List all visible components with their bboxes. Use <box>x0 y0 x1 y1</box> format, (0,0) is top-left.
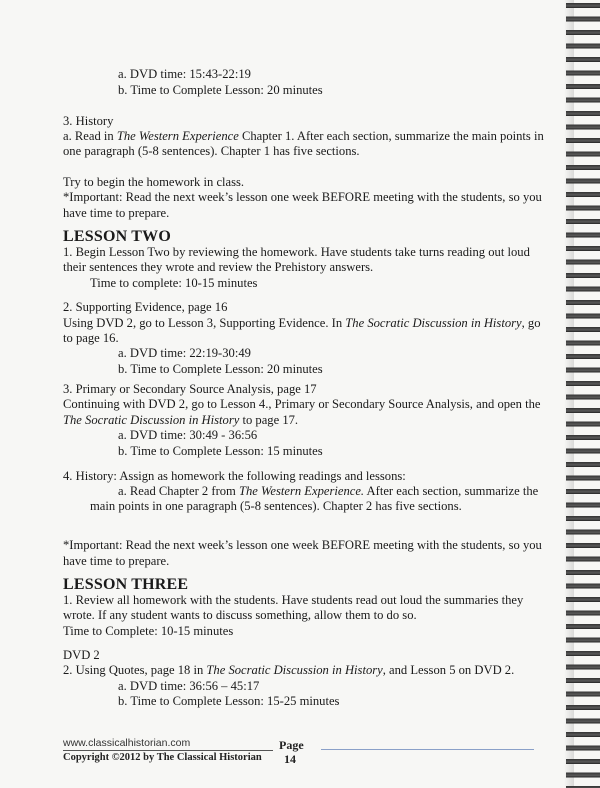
text-line: DVD 2 <box>63 648 100 662</box>
text-line: a. DVD time: 36:56 – 45:17 <box>118 679 260 693</box>
text-line: have time to prepare. <box>63 554 170 568</box>
text-line: a. DVD time: 22:19-30:49 <box>118 346 251 360</box>
heading-lesson-two: LESSON TWO <box>63 228 171 245</box>
text-line: one paragraph (5-8 sentences). Chapter 1 has five sections. <box>63 144 360 158</box>
footer-divider <box>63 750 273 751</box>
text-line: their sentences they wrote and review the Prehistory answers. <box>63 260 374 274</box>
text-line: 3. History <box>63 114 114 128</box>
footer-url: www.classicalhistorian.com <box>63 737 191 749</box>
text-line: b. Time to Complete Lesson: 20 minutes <box>118 83 323 97</box>
text-line: Time to Complete: 10-15 minutes <box>63 624 234 638</box>
footer-rule <box>321 749 534 750</box>
heading-lesson-three: LESSON THREE <box>63 576 189 593</box>
text-line: *Important: Read the next week’s lesson one week BEFORE meeting with the students, so you <box>63 538 542 552</box>
footer-page-label: Page <box>279 738 304 752</box>
text-line: b. Time to Complete Lesson: 20 minutes <box>118 362 323 376</box>
text-line: a. DVD time: 30:49 - 36:56 <box>118 428 258 442</box>
text-line: *Important: Read the next week’s lesson one week BEFORE meeting with the students, so you <box>63 190 542 204</box>
footer-page-number: 14 <box>284 752 296 766</box>
text-line: to page 16. <box>63 331 119 345</box>
text-line: 2. Using Quotes, page 18 in The Socratic Discussion in History, and Lesson 5 on DVD 2. <box>63 663 515 677</box>
text-line: main points in one paragraph (5-8 sentences). Chapter 2 has five sections. <box>90 499 462 513</box>
text-line: 4. History: Assign as homework the following readings and lessons: <box>63 469 406 483</box>
text-line: Time to complete: 10-15 minutes <box>90 276 258 290</box>
spiral-binding <box>566 0 600 788</box>
text-line: a. DVD time: 15:43-22:19 <box>118 67 251 81</box>
text-line: wrote. If any student wants to discuss something, allow them to do so. <box>63 608 417 622</box>
text-line: The Socratic Discussion in History to page 17. <box>63 413 299 427</box>
text-line: a. Read Chapter 2 from The Western Experience. After each section, summarize the <box>118 484 539 498</box>
footer-copyright: Copyright ©2012 by The Classical Historian <box>63 752 262 763</box>
text-line: Continuing with DVD 2, go to Lesson 4., Primary or Secondary Source Analysis, and open the <box>63 397 541 411</box>
text-line: Using DVD 2, go to Lesson 3, Supporting Evidence. In The Socratic Discussion in History, go <box>63 316 541 330</box>
text-line: 1. Begin Lesson Two by reviewing the homework. Have students take turns reading out loud <box>63 245 530 259</box>
text-line: 1. Review all homework with the students. Have students read out loud the summaries they <box>63 593 524 607</box>
text-line: Try to begin the homework in class. <box>63 175 245 189</box>
text-line: b. Time to Complete Lesson: 15-25 minutes <box>118 694 340 708</box>
text-line: 3. Primary or Secondary Source Analysis, page 17 <box>63 382 317 396</box>
text-line: have time to prepare. <box>63 206 170 220</box>
text-line: b. Time to Complete Lesson: 15 minutes <box>118 444 323 458</box>
text-line: a. Read in The Western Experience Chapter 1. After each section, summarize the main points in <box>63 129 544 143</box>
text-line: 2. Supporting Evidence, page 16 <box>63 300 228 314</box>
